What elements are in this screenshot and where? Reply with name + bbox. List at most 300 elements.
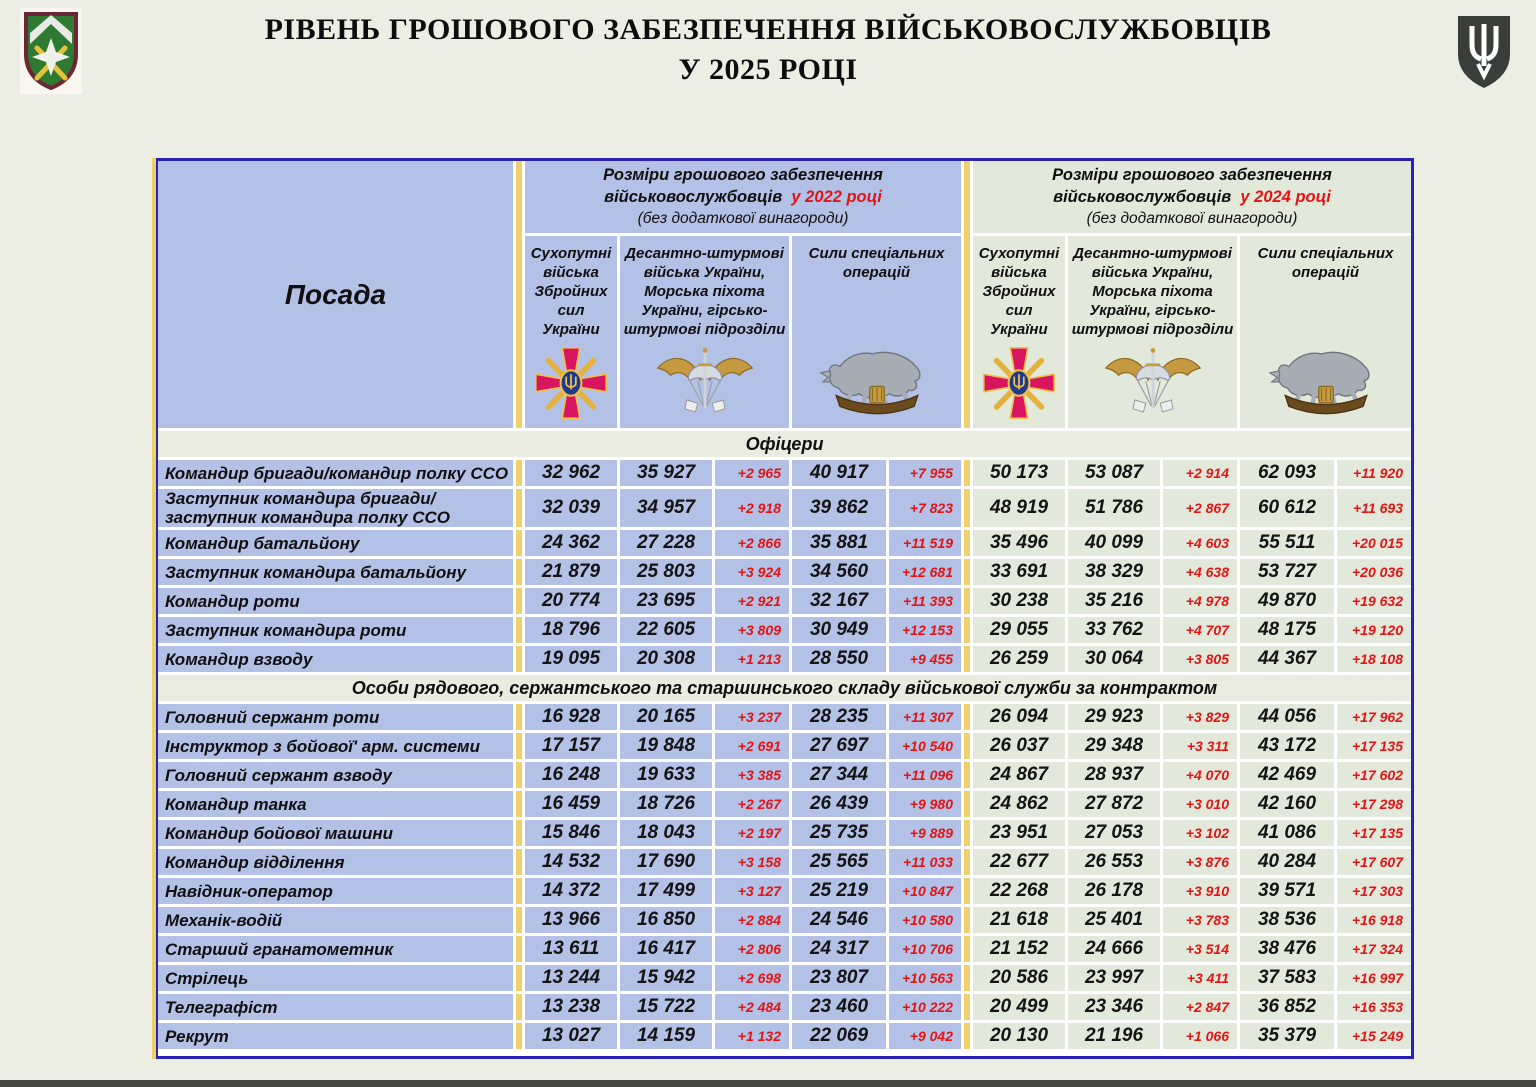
value-cell: 33 762 [1068, 617, 1160, 643]
delta-cell: +4 707 [1163, 617, 1237, 643]
value-cell: 24 862 [973, 791, 1065, 817]
value-cell: 15 722 [620, 994, 712, 1020]
delta-cell: +11 033 [889, 849, 961, 875]
group-divider [964, 489, 970, 527]
value-cell: 29 923 [1068, 704, 1160, 730]
table-row [158, 849, 1411, 875]
table-row [158, 559, 1411, 585]
col-header-sso-2022 [792, 236, 961, 428]
page-title [120, 10, 1416, 90]
delta-cell: +2 884 [715, 907, 789, 933]
value-cell: 23 807 [792, 965, 886, 991]
delta-cell: +11 693 [1337, 489, 1411, 527]
value-cell: 22 605 [620, 617, 712, 643]
col-label: Десантно-штурмові війська України, Морська піхота України, гірсько-штурмові підрозділи [623, 245, 786, 338]
delta-cell: +16 997 [1337, 965, 1411, 991]
position-cell: Інструктор з бойової' арм. системи [158, 733, 513, 759]
value-cell: 40 099 [1068, 530, 1160, 556]
value-cell: 21 879 [525, 559, 617, 585]
column-divider [516, 460, 522, 486]
table-row [158, 965, 1411, 991]
tryzub-shield-icon [1454, 12, 1514, 92]
column-divider [516, 161, 522, 428]
value-cell: 40 284 [1240, 849, 1334, 875]
group-divider [964, 762, 970, 788]
value-cell: 34 957 [620, 489, 712, 527]
value-cell: 35 496 [973, 530, 1065, 556]
value-cell: 49 870 [1240, 588, 1334, 614]
bottom-strip [0, 1080, 1536, 1087]
value-cell: 16 850 [620, 907, 712, 933]
position-cell: Заступник командира роти [158, 617, 513, 643]
group-2024-note: (без додаткової винагороди) [1086, 210, 1298, 227]
value-cell: 26 178 [1068, 878, 1160, 904]
value-cell: 23 346 [1068, 994, 1160, 1020]
position-cell: Командир роти [158, 588, 513, 614]
value-cell: 48 919 [973, 489, 1065, 527]
table-row [158, 936, 1411, 962]
delta-cell: +2 484 [715, 994, 789, 1020]
group-2022-line1: Розміри грошового забезпечення [603, 166, 883, 184]
value-cell: 21 152 [973, 936, 1065, 962]
delta-cell: +4 070 [1163, 762, 1237, 788]
col-header-ground-2024 [973, 236, 1065, 428]
group-2022-year: у 2022 році [791, 188, 882, 206]
column-divider [516, 936, 522, 962]
value-cell: 14 159 [620, 1023, 712, 1049]
position-cell: Командир відділення [158, 849, 513, 875]
delta-cell: +10 563 [889, 965, 961, 991]
group-header-2022 [525, 161, 961, 233]
delta-cell: +1 213 [715, 646, 789, 672]
value-cell: 28 937 [1068, 762, 1160, 788]
value-cell: 41 086 [1240, 820, 1334, 846]
value-cell: 37 583 [1240, 965, 1334, 991]
value-cell: 50 173 [973, 460, 1065, 486]
value-cell: 30 064 [1068, 646, 1160, 672]
group-divider [964, 820, 970, 846]
value-cell: 17 157 [525, 733, 617, 759]
delta-cell: +12 153 [889, 617, 961, 643]
value-cell: 36 852 [1240, 994, 1334, 1020]
position-cell: Головний сержант взводу [158, 762, 513, 788]
col-header-air-assault-2022 [620, 236, 789, 428]
delta-cell: +18 108 [1337, 646, 1411, 672]
delta-cell: +11 519 [889, 530, 961, 556]
group-divider [964, 588, 970, 614]
value-cell: 34 560 [792, 559, 886, 585]
delta-cell: +17 324 [1337, 936, 1411, 962]
delta-cell: +17 303 [1337, 878, 1411, 904]
delta-cell: +9 042 [889, 1023, 961, 1049]
value-cell: 53 727 [1240, 559, 1334, 585]
position-cell: Командир бригади/командир полку ССО [158, 460, 513, 486]
special-operations-emblem-icon [1267, 343, 1385, 420]
value-cell: 55 511 [1240, 530, 1334, 556]
value-cell: 26 439 [792, 791, 886, 817]
value-cell: 22 069 [792, 1023, 886, 1049]
delta-cell: +3 514 [1163, 936, 1237, 962]
value-cell: 20 308 [620, 646, 712, 672]
value-cell: 13 238 [525, 994, 617, 1020]
table-row [158, 1023, 1411, 1049]
delta-cell: +10 580 [889, 907, 961, 933]
delta-cell: +10 706 [889, 936, 961, 962]
value-cell: 20 130 [973, 1023, 1065, 1049]
value-cell: 25 803 [620, 559, 712, 585]
value-cell: 26 037 [973, 733, 1065, 759]
pay-table [155, 158, 1414, 1059]
value-cell: 16 928 [525, 704, 617, 730]
column-divider [516, 559, 522, 585]
brigade-crest-icon [20, 8, 82, 94]
delta-cell: +10 847 [889, 878, 961, 904]
delta-cell: +4 603 [1163, 530, 1237, 556]
value-cell: 33 691 [973, 559, 1065, 585]
value-cell: 24 362 [525, 530, 617, 556]
value-cell: 17 499 [620, 878, 712, 904]
position-cell: Головний сержант роти [158, 704, 513, 730]
position-cell: Заступник командира бригади/ заступник командира полку ССО [158, 489, 513, 527]
table-row [158, 617, 1411, 643]
position-cell: Телеграфіст [158, 994, 513, 1020]
value-cell: 40 917 [792, 460, 886, 486]
value-cell: 25 219 [792, 878, 886, 904]
table-row [158, 489, 1411, 527]
value-cell: 23 951 [973, 820, 1065, 846]
value-cell: 39 862 [792, 489, 886, 527]
value-cell: 27 697 [792, 733, 886, 759]
value-cell: 21 196 [1068, 1023, 1160, 1049]
value-cell: 27 053 [1068, 820, 1160, 846]
delta-cell: +10 540 [889, 733, 961, 759]
value-cell: 13 027 [525, 1023, 617, 1049]
col-header-sso-2024 [1240, 236, 1411, 428]
value-cell: 22 268 [973, 878, 1065, 904]
special-operations-emblem-icon [818, 343, 936, 420]
group-divider [964, 460, 970, 486]
col-label: Сухопутні війська Збройних сил України [530, 245, 612, 338]
value-cell: 42 160 [1240, 791, 1334, 817]
table-row [158, 733, 1411, 759]
column-divider [516, 762, 522, 788]
position-column-header: Посада [158, 161, 513, 428]
value-cell: 24 666 [1068, 936, 1160, 962]
group-divider [964, 907, 970, 933]
value-cell: 26 094 [973, 704, 1065, 730]
delta-cell: +17 135 [1337, 733, 1411, 759]
value-cell: 20 165 [620, 704, 712, 730]
delta-cell: +16 918 [1337, 907, 1411, 933]
value-cell: 19 095 [525, 646, 617, 672]
table-row [158, 878, 1411, 904]
delta-cell: +11 920 [1337, 460, 1411, 486]
value-cell: 13 611 [525, 936, 617, 962]
position-cell: Заступник командира батальйону [158, 559, 513, 585]
table-row [158, 588, 1411, 614]
delta-cell: +7 955 [889, 460, 961, 486]
delta-cell: +1 066 [1163, 1023, 1237, 1049]
value-cell: 19 848 [620, 733, 712, 759]
group-2022-note: (без додаткової винагороди) [637, 210, 849, 227]
delta-cell: +2 866 [715, 530, 789, 556]
section-header-band: Офіцери [158, 431, 1411, 457]
delta-cell: +3 924 [715, 559, 789, 585]
column-divider [516, 617, 522, 643]
group-divider [964, 849, 970, 875]
value-cell: 27 872 [1068, 791, 1160, 817]
column-divider [516, 849, 522, 875]
value-cell: 32 167 [792, 588, 886, 614]
delta-cell: +3 385 [715, 762, 789, 788]
value-cell: 38 476 [1240, 936, 1334, 962]
value-cell: 32 039 [525, 489, 617, 527]
value-cell: 51 786 [1068, 489, 1160, 527]
group-divider [964, 936, 970, 962]
value-cell: 15 942 [620, 965, 712, 991]
value-cell: 25 735 [792, 820, 886, 846]
col-header-air-assault-2024 [1068, 236, 1237, 428]
section-header-band: Особи рядового, сержантського та старшинського складу військової служби за контрактом [158, 675, 1411, 701]
delta-cell: +9 980 [889, 791, 961, 817]
group-divider [964, 617, 970, 643]
group-divider [964, 161, 970, 428]
air-assault-emblem-icon [653, 344, 757, 420]
value-cell: 23 997 [1068, 965, 1160, 991]
value-cell: 38 329 [1068, 559, 1160, 585]
table-row [158, 762, 1411, 788]
column-divider [516, 791, 522, 817]
value-cell: 18 043 [620, 820, 712, 846]
value-cell: 28 235 [792, 704, 886, 730]
column-divider [516, 820, 522, 846]
column-divider [516, 646, 522, 672]
position-cell: Командир батальйону [158, 530, 513, 556]
value-cell: 13 966 [525, 907, 617, 933]
group-divider [964, 530, 970, 556]
delta-cell: +2 847 [1163, 994, 1237, 1020]
delta-cell: +12 681 [889, 559, 961, 585]
table-row [158, 791, 1411, 817]
col-header-ground-2022 [525, 236, 617, 428]
column-divider [516, 878, 522, 904]
value-cell: 16 459 [525, 791, 617, 817]
column-divider [516, 588, 522, 614]
value-cell: 24 546 [792, 907, 886, 933]
group-divider [964, 733, 970, 759]
page-title-line2: У 2025 РОЦІ [678, 53, 858, 86]
delta-cell: +3 158 [715, 849, 789, 875]
ground-forces-emblem-icon [979, 339, 1059, 427]
value-cell: 17 690 [620, 849, 712, 875]
delta-cell: +2 914 [1163, 460, 1237, 486]
delta-cell: +20 015 [1337, 530, 1411, 556]
delta-cell: +9 455 [889, 646, 961, 672]
value-cell: 30 238 [973, 588, 1065, 614]
table-row [158, 907, 1411, 933]
position-cell: Командир танка [158, 791, 513, 817]
delta-cell: +11 393 [889, 588, 961, 614]
delta-cell: +20 036 [1337, 559, 1411, 585]
position-cell: Механік-водій [158, 907, 513, 933]
position-cell: Стрілець [158, 965, 513, 991]
value-cell: 42 469 [1240, 762, 1334, 788]
table-body [158, 431, 1411, 1049]
delta-cell: +2 197 [715, 820, 789, 846]
group-divider [964, 994, 970, 1020]
value-cell: 14 372 [525, 878, 617, 904]
position-cell: Старший гранатометник [158, 936, 513, 962]
value-cell: 53 087 [1068, 460, 1160, 486]
value-cell: 20 774 [525, 588, 617, 614]
position-cell: Навідник-оператор [158, 878, 513, 904]
delta-cell: +3 829 [1163, 704, 1237, 730]
value-cell: 44 367 [1240, 646, 1334, 672]
value-cell: 27 344 [792, 762, 886, 788]
delta-cell: +11 307 [889, 704, 961, 730]
value-cell: 29 348 [1068, 733, 1160, 759]
column-divider [516, 733, 522, 759]
delta-cell: +17 607 [1337, 849, 1411, 875]
delta-cell: +3 102 [1163, 820, 1237, 846]
position-cell: Рекрут [158, 1023, 513, 1049]
delta-cell: +3 809 [715, 617, 789, 643]
table-row [158, 704, 1411, 730]
delta-cell: +2 965 [715, 460, 789, 486]
column-divider [516, 489, 522, 527]
delta-cell: +3 311 [1163, 733, 1237, 759]
column-divider [516, 907, 522, 933]
value-cell: 30 949 [792, 617, 886, 643]
value-cell: 25 401 [1068, 907, 1160, 933]
delta-cell: +16 353 [1337, 994, 1411, 1020]
position-cell: Командир взводу [158, 646, 513, 672]
column-divider [516, 994, 522, 1020]
delta-cell: +7 823 [889, 489, 961, 527]
page-header [0, 0, 1536, 120]
col-label: Сили спеціальних операцій [1257, 245, 1394, 281]
group-divider [964, 704, 970, 730]
delta-cell: +2 698 [715, 965, 789, 991]
value-cell: 16 417 [620, 936, 712, 962]
ground-forces-emblem-icon [531, 339, 611, 427]
value-cell: 20 586 [973, 965, 1065, 991]
table-header [158, 161, 1411, 428]
delta-cell: +4 638 [1163, 559, 1237, 585]
value-cell: 26 259 [973, 646, 1065, 672]
group-header-2024 [973, 161, 1411, 233]
delta-cell: +2 806 [715, 936, 789, 962]
table-row [158, 820, 1411, 846]
page-title-line1: РІВЕНЬ ГРОШОВОГО ЗАБЕЗПЕЧЕННЯ ВІЙСЬКОВОСЛУЖБОВЦІВ [264, 13, 1272, 46]
value-cell: 18 726 [620, 791, 712, 817]
value-cell: 22 677 [973, 849, 1065, 875]
value-cell: 24 317 [792, 936, 886, 962]
delta-cell: +3 237 [715, 704, 789, 730]
table-row [158, 460, 1411, 486]
value-cell: 35 379 [1240, 1023, 1334, 1049]
delta-cell: +1 132 [715, 1023, 789, 1049]
delta-cell: +3 910 [1163, 878, 1237, 904]
value-cell: 62 093 [1240, 460, 1334, 486]
value-cell: 39 571 [1240, 878, 1334, 904]
delta-cell: +10 222 [889, 994, 961, 1020]
column-divider [516, 530, 522, 556]
group-divider [964, 791, 970, 817]
table-row [158, 994, 1411, 1020]
value-cell: 21 618 [973, 907, 1065, 933]
air-assault-emblem-icon [1101, 344, 1205, 420]
group-divider [964, 965, 970, 991]
value-cell: 43 172 [1240, 733, 1334, 759]
value-cell: 23 460 [792, 994, 886, 1020]
value-cell: 27 228 [620, 530, 712, 556]
value-cell: 44 056 [1240, 704, 1334, 730]
col-label: Сили спеціальних операцій [808, 245, 945, 281]
delta-cell: +3 411 [1163, 965, 1237, 991]
delta-cell: +2 867 [1163, 489, 1237, 527]
delta-cell: +11 096 [889, 762, 961, 788]
value-cell: 26 553 [1068, 849, 1160, 875]
delta-cell: +19 120 [1337, 617, 1411, 643]
delta-cell: +3 127 [715, 878, 789, 904]
delta-cell: +3 783 [1163, 907, 1237, 933]
value-cell: 18 796 [525, 617, 617, 643]
value-cell: 13 244 [525, 965, 617, 991]
delta-cell: +3 010 [1163, 791, 1237, 817]
value-cell: 35 216 [1068, 588, 1160, 614]
delta-cell: +4 978 [1163, 588, 1237, 614]
value-cell: 60 612 [1240, 489, 1334, 527]
value-cell: 48 175 [1240, 617, 1334, 643]
column-divider [516, 1023, 522, 1049]
group-divider [964, 1023, 970, 1049]
value-cell: 38 536 [1240, 907, 1334, 933]
group-divider [964, 646, 970, 672]
delta-cell: +3 805 [1163, 646, 1237, 672]
value-cell: 23 695 [620, 588, 712, 614]
col-label: Сухопутні війська Збройних сил України [978, 245, 1060, 338]
value-cell: 14 532 [525, 849, 617, 875]
value-cell: 28 550 [792, 646, 886, 672]
group-2024-year: у 2024 році [1240, 188, 1331, 206]
value-cell: 20 499 [973, 994, 1065, 1020]
value-cell: 29 055 [973, 617, 1065, 643]
value-cell: 16 248 [525, 762, 617, 788]
group-2022-line2: військовослужбовців [604, 188, 783, 206]
column-divider [516, 704, 522, 730]
value-cell: 19 633 [620, 762, 712, 788]
delta-cell: +2 691 [715, 733, 789, 759]
delta-cell: +3 876 [1163, 849, 1237, 875]
delta-cell: +17 962 [1337, 704, 1411, 730]
delta-cell: +19 632 [1337, 588, 1411, 614]
value-cell: 25 565 [792, 849, 886, 875]
group-divider [964, 878, 970, 904]
value-cell: 24 867 [973, 762, 1065, 788]
delta-cell: +17 135 [1337, 820, 1411, 846]
delta-cell: +9 889 [889, 820, 961, 846]
value-cell: 35 927 [620, 460, 712, 486]
group-2024-line2: військовослужбовців [1053, 188, 1232, 206]
group-divider [964, 559, 970, 585]
column-divider [516, 965, 522, 991]
table-row [158, 646, 1411, 672]
value-cell: 15 846 [525, 820, 617, 846]
delta-cell: +17 602 [1337, 762, 1411, 788]
delta-cell: +2 921 [715, 588, 789, 614]
value-cell: 35 881 [792, 530, 886, 556]
